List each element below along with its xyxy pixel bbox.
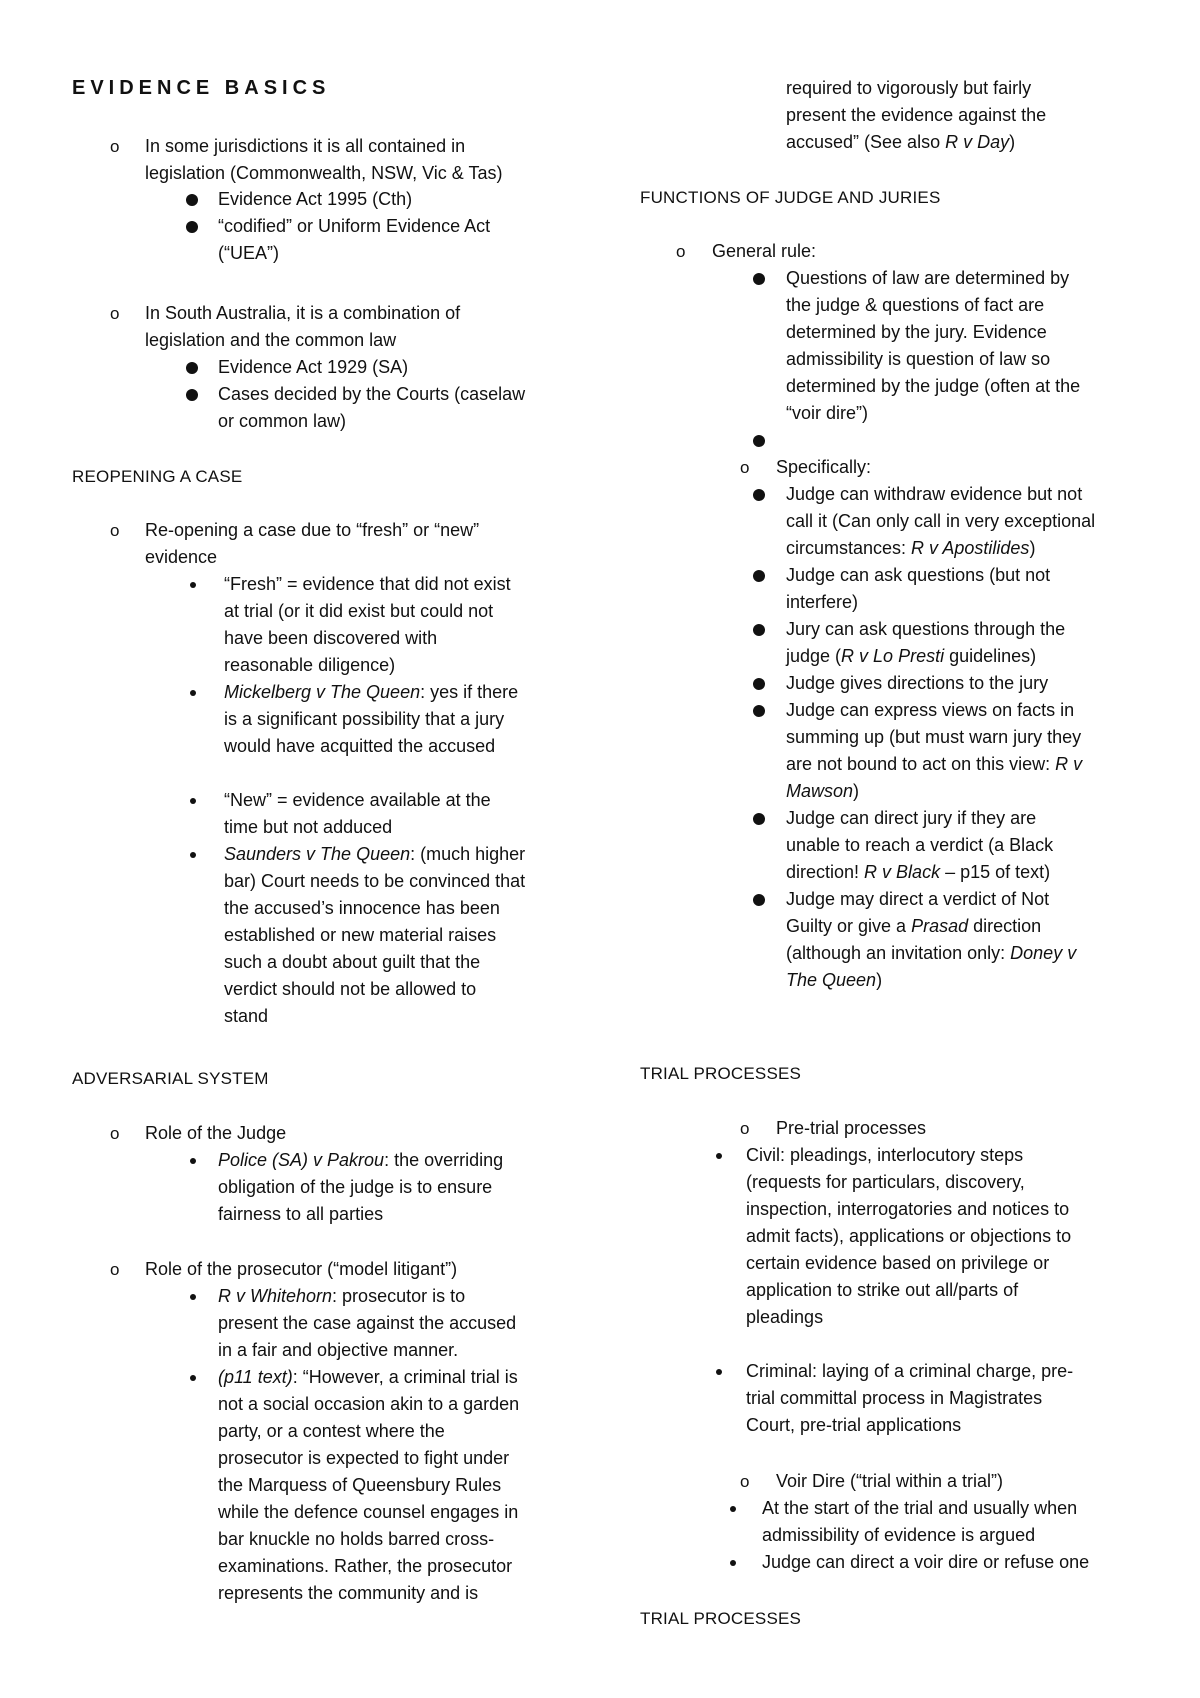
- quote-continued: required to vigorously but fairly: [786, 78, 1032, 98]
- whitehorn-line: present the case against the accused: [218, 1313, 517, 1333]
- basics-bullet: “codified” or Uniform Evidence Act: [218, 216, 491, 236]
- black-direction-line: direction! R v Black – p15 of text): [786, 862, 1051, 882]
- black-direction-line: unable to reach a verdict (a Black: [786, 835, 1054, 855]
- criminal-line: Court, pre-trial applications: [746, 1415, 962, 1435]
- jury-questions-line: Jury can ask questions through the: [786, 619, 1066, 639]
- case-name: The Queen: [786, 970, 877, 990]
- pakrou-line: obligation of the judge is to ensure: [218, 1177, 493, 1197]
- section-heading-adversarial: ADVERSARIAL SYSTEM: [72, 1069, 269, 1088]
- mickelberg-line: is a significant possibility that a jury: [224, 709, 505, 729]
- voir-dire-line: At the start of the trial and usually when: [762, 1498, 1078, 1518]
- general-rule-line: determined by the judge (often at the: [786, 376, 1081, 396]
- voir-dire-line: Judge can direct a voir dire or refuse one: [762, 1552, 1090, 1572]
- section-heading-reopening: REOPENING A CASE: [72, 467, 243, 486]
- pre-trial-processes: Pre-trial processes: [776, 1118, 927, 1138]
- small-bullet-icon: [190, 690, 196, 696]
- quote-line: party, or a contest where the: [218, 1421, 445, 1441]
- case-name: Prasad: [911, 916, 969, 936]
- bullet-icon: [753, 624, 765, 636]
- bullet-icon: [753, 273, 765, 285]
- directions-line: Judge gives directions to the jury: [786, 673, 1049, 693]
- fresh-line: at trial (or it did exist but could not: [224, 601, 494, 621]
- quote-line-1: (p11 text): “However, a criminal trial is: [218, 1367, 518, 1387]
- bullet-icon: [753, 813, 765, 825]
- section-heading-trial-processes: TRIAL PROCESSES: [640, 1064, 802, 1083]
- basics-item-2-line-1: In South Australia, it is a combination of: [145, 303, 461, 323]
- quote-continued: accused” (See also R v Day): [786, 132, 1016, 152]
- quote-line: examinations. Rather, the prosecutor: [218, 1556, 513, 1576]
- small-bullet-icon: [190, 582, 196, 588]
- role-of-prosecutor: Role of the prosecutor (“model litigant”): [145, 1259, 458, 1279]
- pakrou-line-1: Police (SA) v Pakrou: the overriding: [218, 1150, 504, 1170]
- not-guilty-line: The Queen): [786, 970, 883, 990]
- civil-line: admit facts), applications or objections to: [746, 1226, 1072, 1246]
- civil-line: pleadings: [746, 1307, 824, 1327]
- general-rule: General rule:: [712, 241, 817, 261]
- basics-bullet: Evidence Act 1929 (SA): [218, 357, 409, 377]
- voir-dire-line: admissibility of evidence is argued: [762, 1525, 1036, 1545]
- case-name: Doney v: [1010, 943, 1077, 963]
- bullet-icon: [186, 389, 198, 401]
- case-name: Mawson: [786, 781, 854, 801]
- ask-questions-line: Judge can ask questions (but not: [786, 565, 1051, 585]
- not-guilty-line: Guilty or give a Prasad direction: [786, 916, 1042, 936]
- case-name: R v Black: [864, 862, 941, 882]
- mickelberg-line-1: Mickelberg v The Queen: yes if there: [224, 682, 519, 702]
- bullet-icon: [753, 678, 765, 690]
- criminal-line: trial committal process in Magistrates: [746, 1388, 1043, 1408]
- case-name: R v: [1055, 754, 1083, 774]
- small-bullet-icon: [190, 1294, 196, 1300]
- general-rule-line: “voir dire”): [786, 403, 869, 423]
- saunders-line-1: Saunders v The Queen: (much higher: [224, 844, 526, 864]
- saunders-line: bar) Court needs to be convinced that: [224, 871, 526, 891]
- new-line: time but not adduced: [224, 817, 393, 837]
- new-line: “New” = evidence available at the: [224, 790, 491, 810]
- case-name: R v Lo Presti: [841, 646, 945, 666]
- not-guilty-line: (although an invitation only: Doney v: [786, 943, 1077, 963]
- circle-bullet-icon: o: [110, 1260, 120, 1279]
- circle-bullet-icon: o: [110, 137, 120, 156]
- whitehorn-line-1: R v Whitehorn: prosecutor is to: [218, 1286, 466, 1306]
- basics-bullet: Evidence Act 1995 (Cth): [218, 189, 413, 209]
- reopening-item-line-1: Re-opening a case due to “fresh” or “new”: [145, 520, 480, 540]
- small-bullet-icon: [716, 1153, 722, 1159]
- quote-line: bar knuckle no holds barred cross-: [218, 1529, 495, 1549]
- case-name: R v Day: [945, 132, 1010, 152]
- case-name: Mickelberg v The Queen: [224, 682, 421, 702]
- basics-item-1-line-2: legislation (Commonwealth, NSW, Vic & Tas): [145, 163, 503, 183]
- saunders-line: verdict should not be allowed to: [224, 979, 477, 999]
- circle-bullet-icon: o: [740, 458, 750, 477]
- circle-bullet-icon: o: [110, 1124, 120, 1143]
- basics-item-2-line-2: legislation and the common law: [145, 330, 397, 350]
- basics-item-1-line-1: In some jurisdictions it is all contained in: [145, 136, 466, 156]
- small-bullet-icon: [190, 1375, 196, 1381]
- views-line: are not bound to act on this view: R v: [786, 754, 1083, 774]
- small-bullet-icon: [190, 852, 196, 858]
- quote-line: prosecutor is expected to fight under: [218, 1448, 510, 1468]
- basics-bullet-cont: (“UEA”): [218, 243, 279, 263]
- case-name: Saunders v The Queen: [224, 844, 411, 864]
- circle-bullet-icon: o: [110, 304, 120, 323]
- role-of-judge: Role of the Judge: [145, 1123, 287, 1143]
- bullet-icon: [753, 570, 765, 582]
- quote-line: not a social occasion akin to a garden: [218, 1394, 520, 1414]
- general-rule-line: admissibility is question of law so: [786, 349, 1051, 369]
- circle-bullet-icon: o: [110, 521, 120, 540]
- black-direction-line: Judge can direct jury if they are: [786, 808, 1037, 828]
- civil-line: Civil: pleadings, interlocutory steps: [746, 1145, 1024, 1165]
- general-rule-line: the judge & questions of fact are: [786, 295, 1045, 315]
- section-heading-trial-processes-2: TRIAL PROCESSES: [640, 1609, 802, 1628]
- saunders-line: such a doubt about guilt that the: [224, 952, 481, 972]
- civil-line: (requests for particulars, discovery,: [746, 1172, 1025, 1192]
- saunders-line: stand: [224, 1006, 269, 1026]
- saunders-line: established or new material raises: [224, 925, 497, 945]
- civil-line: certain evidence based on privilege or: [746, 1253, 1050, 1273]
- reopening-item-line-2: evidence: [145, 547, 218, 567]
- small-bullet-icon: [190, 1158, 196, 1164]
- small-bullet-icon: [730, 1560, 736, 1566]
- case-name: Police (SA) v Pakrou: [218, 1150, 385, 1170]
- general-rule-line: Questions of law are determined by: [786, 268, 1070, 288]
- voir-dire: Voir Dire (“trial within a trial”): [776, 1471, 1004, 1491]
- document-title: EVIDENCE BASICS: [72, 77, 331, 99]
- fresh-line: have been discovered with: [224, 628, 438, 648]
- quote-line: represents the community and is: [218, 1583, 479, 1603]
- bullet-icon: [753, 894, 765, 906]
- circle-bullet-icon: o: [740, 1119, 750, 1138]
- basics-bullet-cont: or common law): [218, 411, 347, 431]
- specifically: Specifically:: [776, 457, 872, 477]
- mickelberg-line: would have acquitted the accused: [224, 736, 496, 756]
- small-bullet-icon: [190, 798, 196, 804]
- section-heading-functions: FUNCTIONS OF JUDGE AND JURIES: [640, 188, 941, 207]
- withdraw-line: circumstances: R v Apostilides): [786, 538, 1036, 558]
- general-rule-line: determined by the jury. Evidence: [786, 322, 1047, 342]
- saunders-line: the accused’s innocence has been: [224, 898, 500, 918]
- quote-continued: present the evidence against the: [786, 105, 1047, 125]
- bullet-icon: [753, 489, 765, 501]
- bullet-icon: [753, 705, 765, 717]
- small-bullet-icon: [730, 1506, 736, 1512]
- source-reference: (p11 text): [218, 1367, 293, 1387]
- case-name: R v Apostilides: [911, 538, 1030, 558]
- bullet-icon: [186, 221, 198, 233]
- jury-questions-line: judge (R v Lo Presti guidelines): [786, 646, 1037, 666]
- circle-bullet-icon: o: [740, 1472, 750, 1491]
- civil-line: inspection, interrogatories and notices to: [746, 1199, 1070, 1219]
- circle-bullet-icon: o: [676, 242, 686, 261]
- ask-questions-line: interfere): [786, 592, 859, 612]
- bullet-icon: [753, 435, 765, 447]
- withdraw-line: Judge can withdraw evidence but not: [786, 484, 1083, 504]
- bullet-icon: [186, 362, 198, 374]
- quote-line: the Marquess of Queensbury Rules: [218, 1475, 502, 1495]
- fresh-line: reasonable diligence): [224, 655, 396, 675]
- quote-line: while the defence counsel engages in: [218, 1502, 519, 1522]
- civil-line: application to strike out all/parts of: [746, 1280, 1019, 1300]
- small-bullet-icon: [716, 1369, 722, 1375]
- pakrou-line: fairness to all parties: [218, 1204, 384, 1224]
- views-line: Judge can express views on facts in: [786, 700, 1075, 720]
- fresh-line: “Fresh” = evidence that did not exist: [224, 574, 511, 594]
- withdraw-line: call it (Can only call in very exceptional: [786, 511, 1096, 531]
- criminal-line: Criminal: laying of a criminal charge, pre-: [746, 1361, 1074, 1381]
- bullet-icon: [186, 194, 198, 206]
- views-line: summing up (but must warn jury they: [786, 727, 1082, 747]
- whitehorn-line: in a fair and objective manner.: [218, 1340, 459, 1360]
- basics-bullet: Cases decided by the Courts (caselaw: [218, 384, 526, 404]
- case-name: R v Whitehorn: [218, 1286, 333, 1306]
- views-line: Mawson): [786, 781, 860, 801]
- not-guilty-line: Judge may direct a verdict of Not: [786, 889, 1050, 909]
